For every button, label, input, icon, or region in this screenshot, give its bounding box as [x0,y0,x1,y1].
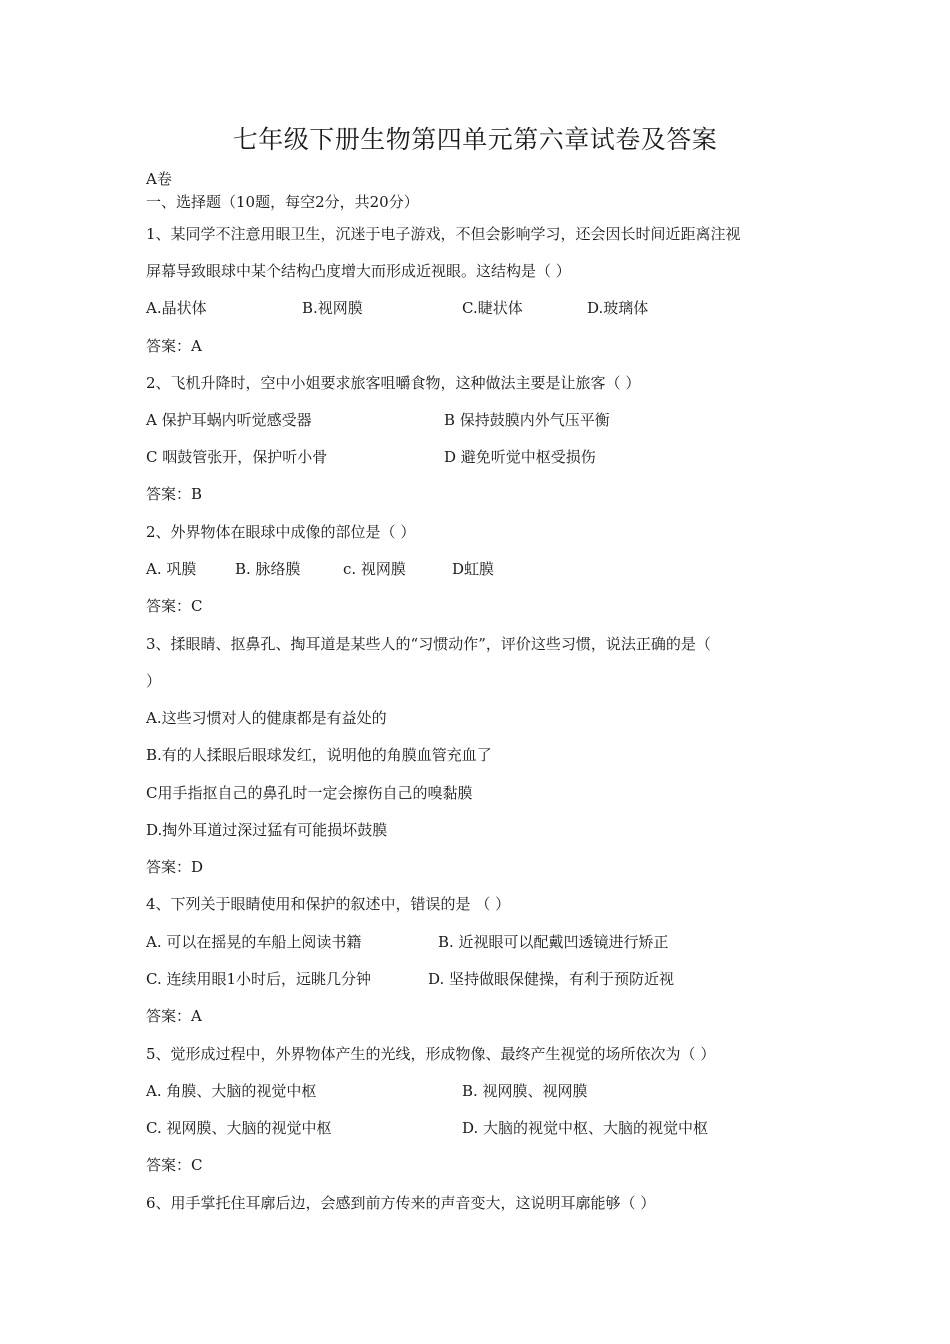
q3-option-b: B.有的人揉眼后眼球发红，说明他的角膜血管充血了 [146,746,492,764]
q2b-option-d: D虹膜 [452,560,495,578]
q5-option-a: A. 角膜、大脑的视觉中枢 [146,1082,317,1100]
q2b-text-line1: 2、外界物体在眼球中成像的部位是（ ） [146,523,416,541]
q1-option-a: A.晶状体 [146,299,207,317]
q2b-option-a: A. 巩膜 [146,560,197,578]
q5-option-b: B. 视网膜、视网膜 [462,1082,588,1100]
q3-option-d: D.掏外耳道过深过猛有可能损坏鼓膜 [146,821,388,839]
q5-option-c: C. 视网膜、大脑的视觉中枢 [146,1119,332,1137]
q2a-option-d: D 避免听觉中枢受损伤 [444,448,596,466]
q4-option-b: B. 近视眼可以配戴凹透镜进行矫正 [438,933,669,951]
q1-option-d: D.玻璃体 [587,299,649,317]
q5-text-line1: 5、觉形成过程中，外界物体产生的光线，形成物像、最终产生视觉的场所依次为（ ） [146,1045,716,1063]
q4-option-a: A. 可以在摇晃的车船上阅读书籍 [146,933,362,951]
q1-option-b: B.视网膜 [302,299,363,317]
q1-text-line1: 1、某同学不注意用眼卫生，沉迷于电子游戏，不但会影响学习，还会因长时间近距离注视 [146,225,741,243]
q6-text-line1: 6、用手掌托住耳廓后边，会感到前方传来的声音变大，这说明耳廓能够（ ） [146,1194,656,1212]
q4-option-c: C. 连续用眼1小时后，远眺几分钟 [146,970,372,988]
q2b-option-b: B. 脉络膜 [235,560,301,578]
q5-answer: 答案：C [146,1156,203,1174]
q2a-answer: 答案：B [146,485,203,503]
q2b-option-c: c. 视网膜 [343,560,406,578]
section-heading: 一、选择题（10题，每空2分，共20分） [146,193,419,211]
q4-text-line1: 4、下列关于眼睛使用和保护的叙述中，错误的是 （ ） [146,895,511,913]
q2a-option-c: C 咽鼓管张开，保护听小骨 [146,448,328,466]
q1-text-line2: 屏幕导致眼球中某个结构凸度增大而形成近视眼。这结构是（ ） [146,262,571,280]
q3-text-line1: 3、揉眼睛、抠鼻孔、掏耳道是某些人的“习惯动作”，评价这些习惯，说法正确的是（ [146,635,711,653]
q4-answer: 答案：A [146,1007,202,1025]
q4-option-d: D. 坚持做眼保健操，有利于预防近视 [428,970,675,988]
q3-answer: 答案：D [146,858,204,876]
page-title: 七年级下册生物第四单元第六章试卷及答案 [232,125,718,154]
q5-option-d: D. 大脑的视觉中枢、大脑的视觉中枢 [462,1119,709,1137]
q3-option-a: A.这些习惯对人的健康都是有益处的 [146,709,387,727]
q1-answer: 答案：A [146,337,202,355]
q1-option-c: C.睫状体 [462,299,523,317]
q3-option-c: C用手指抠自己的鼻孔时一定会擦伤自己的嗅黏膜 [146,784,473,802]
q2b-answer: 答案：C [146,597,203,615]
q3-text-line2: ） [146,672,162,690]
q2a-option-a: A 保护耳蜗内听觉感受器 [146,411,312,429]
volume-label: A卷 [146,170,172,188]
q2a-text-line1: 2、飞机升降时，空中小姐要求旅客咀嚼食物，这种做法主要是让旅客（ ） [146,374,641,392]
q2a-option-b: B 保持鼓膜内外气压平衡 [444,411,610,429]
